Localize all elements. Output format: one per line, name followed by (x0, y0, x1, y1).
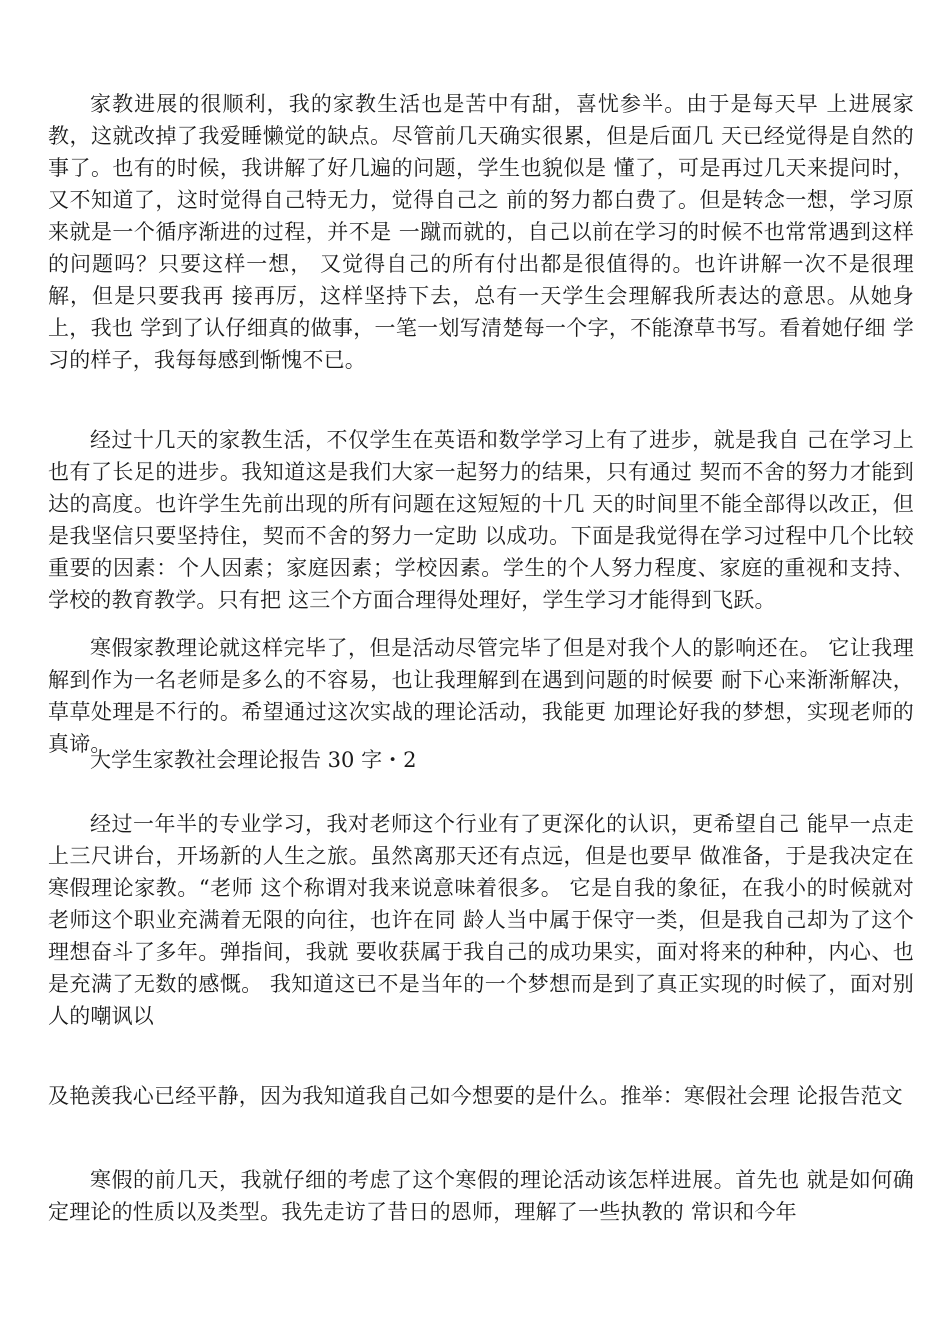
paragraph-continuation: 及艳羡我心已经平静，因为我知道我自己如今想要的是什么。推举：寒假社会理 论报告范文 (48, 1084, 903, 1108)
paragraph-conclusion: 寒假家教理论就这样完毕了，但是活动尽管完毕了但是对我个人的影响还在。 它让我理解到作为一名老师是多么的不容易，也让我理解到在遇到问题的时候要 耐下心来渐渐解决，草草处理是不行的。希望通过这次实战的理论活动，我能更 加理论好我的梦想，实现老师的真谛。 (48, 636, 914, 756)
paragraph-winter-plan: 寒假的前几天，我就仔细的考虑了这个寒假的理论活动该怎样进展。首先也 就是如何确定理论的性质以及类型。我先走访了昔日的恩师，理解了一些执教的 常识和今年 (48, 1168, 914, 1224)
paragraph-student-progress: 经过十几天的家教生活，不仅学生在英语和数学学习上有了进步，就是我自 己在学习上也有了长足的进步。我知道这是我们大家一起努力的结果，只有通过 契而不舍的努力才能到达的高度。也许学生先前出现的所有问题在这短短的十几 天的时间里不能全部得以改正，但是我坚信只要坚持住，契而不舍的努力一定助 以成功。下面是我觉得在学习过程中几个比较重要的因素：个人因素；家庭因素；学校因素。学生的个人努力程度、家庭的重视和支持、学校的教育教学。只有把 这三个方面合理得处理好，学生学习才能得到飞跃。 (48, 428, 914, 612)
paragraph-teacher-dream: 经过一年半的专业学习，我对老师这个行业有了更深化的认识，更希望自己 能早一点走上三尺讲台，开场新的人生之旅。虽然离那天还有点远，但是也要早 做准备，于是我决定在寒假理论家教。“老师 这个称谓对我来说意味着很多。 它是自我的象征，在我小的时候就对老师这个职业充满着无限的向往，也许在同 龄人当中属于保守一类，但是我自己却为了这个理想奋斗了多年。弹指间，我就 要收获属于我自己的成功果实，面对将来的种种，内心、也是充满了无数的感慨。 我知道这已不是当年的一个梦想而是到了真正实现的时候了，面对别人的嘲讽以 (48, 812, 914, 1028)
section-heading: 大学生家教社会理论报告 30 字・2 (90, 748, 417, 772)
paragraph-tutoring-progress: 家教进展的很顺利，我的家教生活也是苦中有甜，喜忧参半。由于是每天早 上进展家教，这就改掉了我爱睡懒觉的缺点。尽管前几天确实很累，但是后面几 天已经觉得是自然的事了。也有的时候，我讲解了好几遍的问题，学生也貌似是 懂了，可是再过几天来提问时，又不知道了，这时觉得自己特无力，觉得自己之 前的努力都白费了。但是转念一想，学习原来就是一个循序渐进的过程，并不是 一蹴而就的，自己以前在学习的时候不也常常遇到这样的问题吗？只要这样一想， 又觉得自己的所有付出都是很值得的。也许讲解一次不是很理解，但是只要我再 接再厉，这样坚持下去，总有一天学生会理解我所表达的意思。从她身上，我也 学到了认仔细真的做事，一笔一划写清楚每一个字，不能潦草书写。看着她仔细 学习的样子，我每每感到惭愧不已。 (48, 92, 914, 372)
